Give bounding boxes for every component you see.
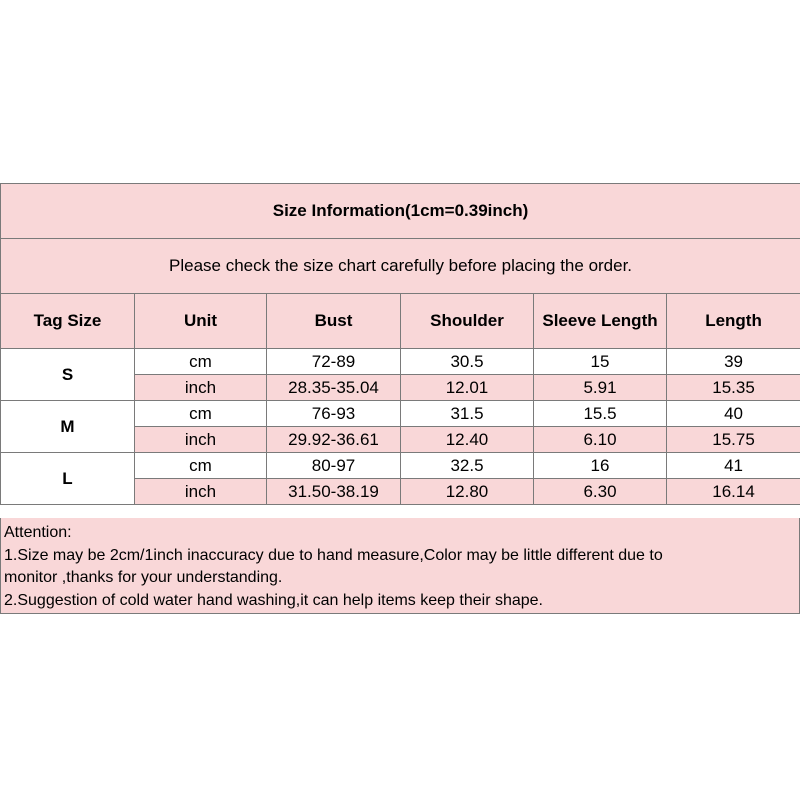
shoulder-cell: 12.01 [401,375,534,401]
attention-note-1: 1.Size may be 2cm/1inch inaccuracy due to hand measure,Color may be little different due to [4,546,663,564]
attention-note-2: 2.Suggestion of cold water hand washing,it can help items keep their shape. [4,591,543,609]
length-cell: 16.14 [667,479,800,505]
length-cell: 41 [667,453,800,479]
tag-size-cell: L [1,453,135,505]
shoulder-cell: 32.5 [401,453,534,479]
length-cell: 40 [667,401,800,427]
attention-note-1-continued: monitor ,thanks for your understanding. [4,569,283,586]
bust-cell: 29.92-36.61 [267,427,401,453]
attention-notes [0,518,800,614]
column-header-sleeve-length: Sleeve Length [534,294,667,349]
bust-cell: 28.35-35.04 [267,375,401,401]
table-row [1,349,800,375]
length-cell: 39 [667,349,800,375]
bust-cell: 72-89 [267,349,401,375]
unit-cell: inch [135,427,267,453]
unit-cell: inch [135,375,267,401]
header-row [1,294,800,349]
column-header-shoulder: Shoulder [401,294,534,349]
tag-size-cell: M [1,401,135,453]
shoulder-cell: 31.5 [401,401,534,427]
unit-cell: cm [135,349,267,375]
bust-cell: 31.50-38.19 [267,479,401,505]
shoulder-cell: 12.80 [401,479,534,505]
sleeve-length-cell: 16 [534,453,667,479]
tag-size-cell: S [1,349,135,401]
attention-heading: Attention: [4,524,72,541]
shoulder-cell: 12.40 [401,427,534,453]
sleeve-length-cell: 15 [534,349,667,375]
column-header-length: Length [667,294,800,349]
unit-cell: cm [135,401,267,427]
table-row [1,453,800,479]
column-header-bust: Bust [267,294,401,349]
sleeve-length-cell: 6.10 [534,427,667,453]
bust-cell: 80-97 [267,453,401,479]
length-cell: 15.35 [667,375,800,401]
size-chart-title: Size Information(1cm=0.39inch) [1,184,800,239]
sleeve-length-cell: 5.91 [534,375,667,401]
sleeve-length-cell: 15.5 [534,401,667,427]
size-table [0,183,800,505]
sleeve-length-cell: 6.30 [534,479,667,505]
column-header-tag-size: Tag Size [1,294,135,349]
unit-cell: cm [135,453,267,479]
size-chart-notice: Please check the size chart carefully before placing the order. [1,239,800,294]
size-chart [0,183,800,505]
unit-cell: inch [135,479,267,505]
column-header-unit: Unit [135,294,267,349]
bust-cell: 76-93 [267,401,401,427]
shoulder-cell: 30.5 [401,349,534,375]
table-row [1,401,800,427]
length-cell: 15.75 [667,427,800,453]
